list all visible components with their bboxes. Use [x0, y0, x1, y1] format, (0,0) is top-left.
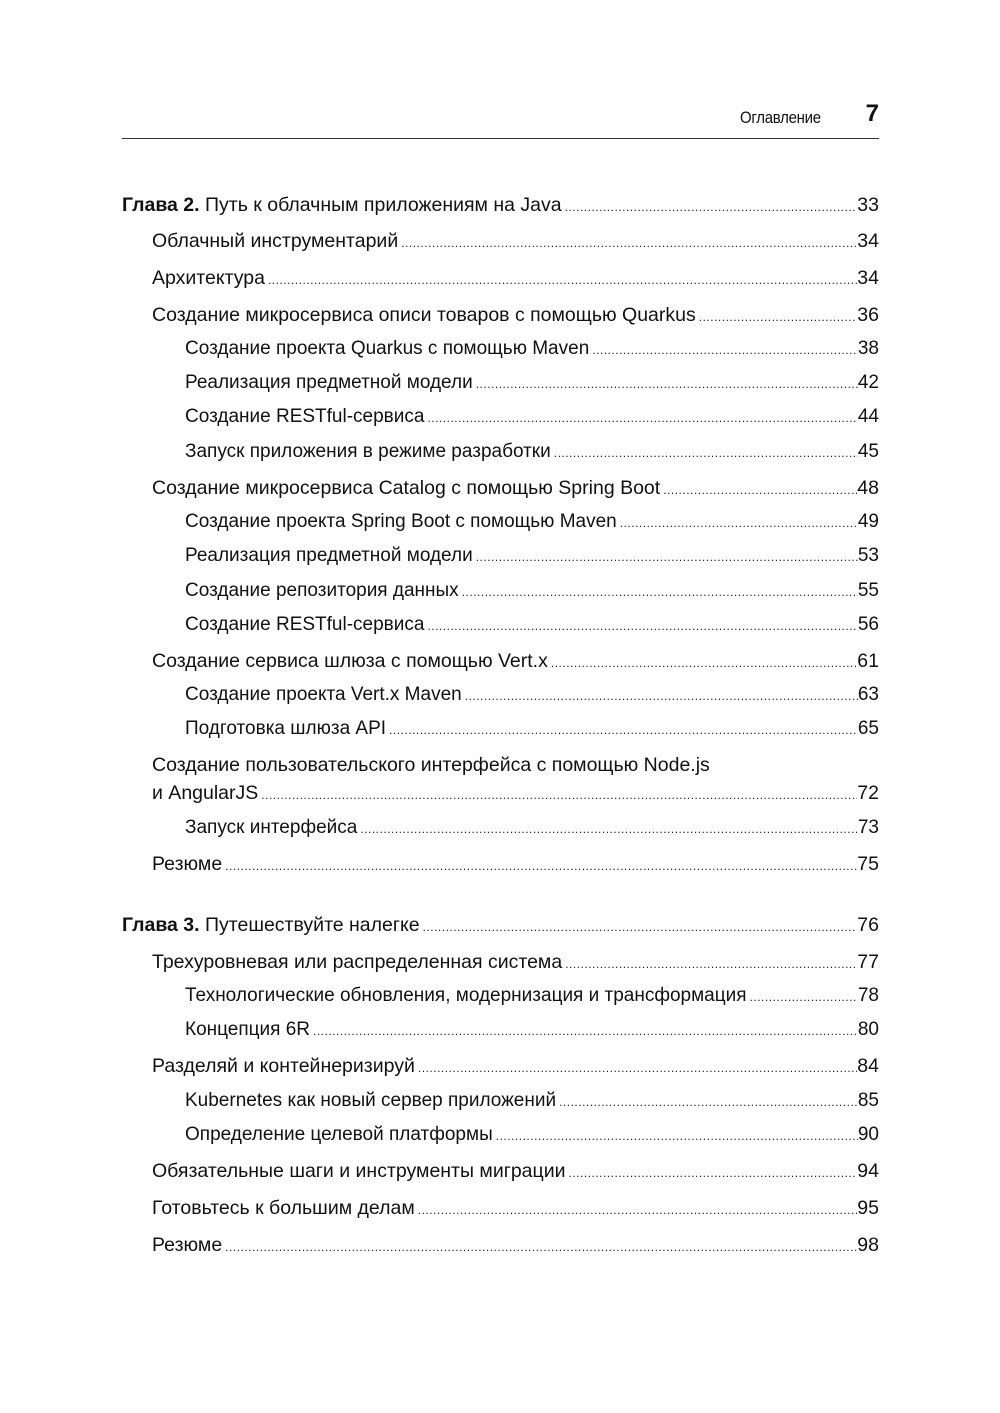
page-ref: 38 [857, 338, 879, 359]
toc-subentry[interactable] [185, 544, 879, 568]
page-ref: 76 [857, 914, 879, 936]
entry-label: Разделяй и контейнеризируй [152, 1055, 415, 1077]
dot-leader [496, 1124, 858, 1148]
page-ref: 80 [857, 1019, 879, 1040]
toc-entry[interactable] [152, 1196, 879, 1220]
dot-leader [565, 195, 858, 219]
dot-leader [568, 1161, 857, 1185]
entry-label: Облачный инструментарий [152, 230, 399, 252]
dot-leader [418, 1056, 857, 1080]
page-ref: 44 [857, 406, 879, 427]
entry-label: Создание проекта Quarkus с помощью Maven [185, 338, 590, 359]
entry-label: Определение целевой платформы [185, 1124, 493, 1145]
toc-entry[interactable] [152, 649, 879, 673]
page-ref: 36 [857, 304, 879, 326]
toc-entry[interactable] [152, 1054, 879, 1078]
chapter-prefix: Глава 3. [122, 914, 200, 936]
toc-entry[interactable] [152, 781, 879, 805]
chapter-title: Путешествуйте налегке [205, 914, 420, 936]
toc-subentry[interactable] [185, 371, 879, 395]
toc-subentry[interactable] [185, 440, 879, 464]
toc-subentry[interactable] [185, 1018, 879, 1042]
page-header [122, 100, 879, 139]
dot-leader [401, 231, 857, 255]
entry-label: Создание репозитория данных [185, 580, 459, 601]
chapter-title: Путь к облачным приложениям на Java [205, 194, 562, 216]
page-ref: 72 [857, 782, 879, 804]
entry-label: Обязательные шаги и инструменты миграции [152, 1160, 566, 1182]
toc-subentry[interactable] [185, 1089, 879, 1113]
dot-leader [418, 1198, 858, 1222]
page-ref: 49 [857, 511, 879, 532]
entry-label: Создание микросервиса Catalog с помощью Spring Boot [152, 477, 661, 499]
toc-entry[interactable] [152, 950, 879, 974]
dot-leader [592, 338, 858, 362]
toc-entry[interactable] [152, 1159, 879, 1183]
entry-label: Создание RESTful-сервиса [185, 614, 425, 635]
toc-subentry[interactable] [185, 337, 879, 361]
page-ref: 63 [857, 684, 879, 705]
page-ref: 85 [857, 1090, 879, 1111]
toc-entry[interactable] [152, 476, 879, 500]
dot-leader [423, 915, 858, 939]
dot-leader [476, 372, 858, 396]
dot-leader [225, 854, 857, 878]
toc-entry[interactable] [152, 266, 879, 290]
entry-label: Запуск приложения в режиме разработки [185, 441, 551, 462]
dot-leader [551, 651, 857, 675]
entry-label: Создание сервиса шлюза с помощью Vert.x [152, 650, 548, 672]
page-ref: 61 [857, 650, 879, 672]
toc-chapter-3[interactable] [122, 913, 879, 937]
toc-subentry[interactable] [185, 683, 879, 707]
entry-label: Готовьтесь к большим делам [152, 1197, 415, 1219]
toc-entry[interactable] [152, 229, 879, 253]
toc-entry[interactable] [152, 1233, 879, 1257]
page-ref: 78 [857, 985, 879, 1006]
entry-label: Создание проекта Vert.x Maven [185, 684, 462, 705]
dot-leader [476, 545, 858, 569]
dot-leader [261, 783, 857, 807]
toc-subentry[interactable] [185, 510, 879, 534]
dot-leader [268, 268, 857, 292]
dot-leader [313, 1019, 858, 1043]
page-ref: 45 [857, 441, 879, 462]
dot-leader [663, 478, 857, 502]
toc-subentry[interactable] [185, 816, 879, 840]
dot-leader [462, 580, 858, 604]
dot-leader [360, 817, 858, 841]
toc-subentry[interactable] [185, 579, 879, 603]
entry-label: и AngularJS [152, 782, 259, 804]
dot-leader [554, 441, 858, 465]
page-ref: 42 [857, 372, 879, 393]
page-number: 7 [865, 100, 879, 127]
entry-label: Создание RESTful-сервиса [185, 406, 425, 427]
entry-label: Резюме [152, 1234, 223, 1256]
dot-leader [750, 985, 858, 1009]
page-ref: 65 [857, 718, 879, 739]
page-ref: 73 [857, 817, 879, 838]
entry-label: Реализация предметной модели [185, 372, 473, 393]
page-ref: 53 [857, 545, 879, 566]
page-ref: 56 [857, 614, 879, 635]
entry-label: Подготовка шлюза API [185, 718, 387, 739]
page-ref: 48 [857, 477, 879, 499]
dot-leader [427, 614, 857, 638]
page-ref: 34 [857, 230, 879, 252]
entry-label: Резюме [152, 853, 223, 875]
entry-label: Технологические обновления, модернизация и трансформация [185, 985, 747, 1006]
page-ref: 77 [857, 951, 879, 973]
dot-leader [620, 511, 858, 535]
toc-subentry[interactable] [185, 613, 879, 637]
toc-chapter-2[interactable] [122, 193, 879, 217]
page-ref: 55 [857, 580, 879, 601]
toc-entry[interactable] [152, 852, 879, 876]
page-ref: 94 [857, 1160, 879, 1182]
page-ref: 98 [857, 1234, 879, 1256]
dot-leader [559, 1090, 858, 1114]
entry-label: Создание микросервиса описи товаров с помощью Quarkus [152, 304, 696, 326]
toc-subentry[interactable] [185, 717, 879, 741]
entry-label: Концепция 6R [185, 1019, 311, 1040]
page-ref: 84 [857, 1055, 879, 1077]
entry-label: Создание проекта Spring Boot с помощью Maven [185, 511, 617, 532]
page-ref: 75 [857, 853, 879, 875]
page-ref: 34 [857, 267, 879, 289]
entry-label: Архитектура [152, 267, 265, 289]
toc-entry[interactable] [152, 303, 879, 327]
entry-label: Реализация предметной модели [185, 545, 473, 566]
chapter-prefix: Глава 2. [122, 194, 200, 216]
toc-subentry[interactable] [185, 984, 879, 1008]
toc-subentry[interactable] [185, 405, 879, 429]
dot-leader [699, 305, 858, 329]
page-ref: 95 [857, 1197, 879, 1219]
entry-label: Трехуровневая или распределенная система [152, 951, 563, 973]
page-ref: 33 [857, 194, 879, 216]
entry-label: Запуск интерфейса [185, 817, 358, 838]
dot-leader [225, 1235, 857, 1259]
dot-leader [427, 406, 857, 430]
running-title: Оглавление [740, 108, 821, 127]
page-ref: 90 [857, 1124, 879, 1145]
dot-leader [465, 684, 858, 708]
dot-leader [389, 718, 858, 742]
entry-label-line1: Создание пользовательского интерфейса с помощью Node.js [152, 754, 710, 776]
toc-subentry[interactable] [185, 1123, 879, 1147]
dot-leader [565, 952, 857, 976]
entry-label: Kubernetes как новый сервер приложений [185, 1090, 557, 1111]
